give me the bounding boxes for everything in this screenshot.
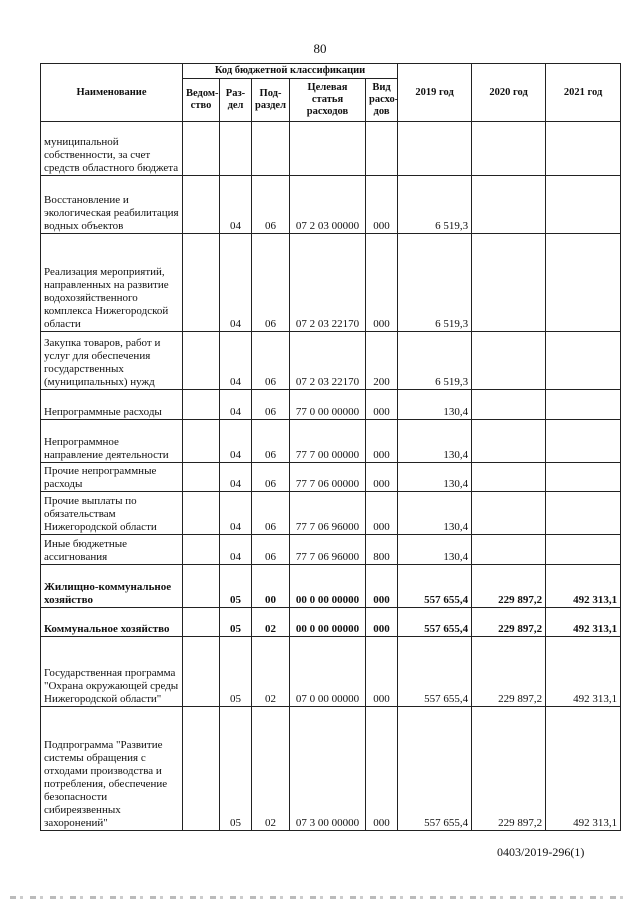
col-podrazdel-header: Под- раздел: [252, 79, 290, 122]
document-code: 0403/2019-296(1): [497, 845, 585, 859]
cell-y2021: 492 313,1: [546, 707, 621, 831]
cell-pr: 00: [252, 565, 290, 608]
cell-name: Непрограммные расходы: [41, 390, 183, 420]
cell-pr: [252, 122, 290, 176]
cell-rz: 04: [220, 176, 252, 234]
cell-rz: 04: [220, 492, 252, 535]
cell-y2020: [472, 176, 546, 234]
cell-y2020: 229 897,2: [472, 637, 546, 707]
cell-vr: 000: [366, 707, 398, 831]
cell-y2020: 229 897,2: [472, 565, 546, 608]
cell-ved: [183, 492, 220, 535]
cell-y2019: 130,4: [398, 420, 472, 463]
cell-cs: 07 2 03 22170: [290, 234, 366, 332]
cell-ved: [183, 234, 220, 332]
cell-ved: [183, 390, 220, 420]
cell-cs: 07 0 00 00000: [290, 637, 366, 707]
cell-pr: 06: [252, 492, 290, 535]
cell-ved: [183, 122, 220, 176]
cell-rz: [220, 122, 252, 176]
cell-vr: [366, 122, 398, 176]
table-row: [41, 707, 621, 831]
table-row: [41, 332, 621, 390]
cell-cs: 77 7 06 96000: [290, 535, 366, 565]
cell-ved: [183, 637, 220, 707]
cell-y2020: [472, 420, 546, 463]
cell-ved: [183, 608, 220, 637]
cell-cs: 07 2 03 22170: [290, 332, 366, 390]
col-2020-header: 2020 год: [472, 64, 546, 122]
cell-rz: 04: [220, 535, 252, 565]
budget-code-group-header: Код бюджетной классификации: [183, 64, 398, 79]
cell-name: Государственная программа "Охрана окружающей среды Нижегородской области": [41, 637, 183, 707]
cell-y2021: [546, 492, 621, 535]
cell-name: муниципальной собственности, за счет средств областного бюджета: [41, 122, 183, 176]
cell-pr: 02: [252, 608, 290, 637]
table-row: [41, 234, 621, 332]
cell-name: Восстановление и экологическая реабилитация водных объектов: [41, 176, 183, 234]
cell-y2021: [546, 420, 621, 463]
cell-cs: 77 7 06 00000: [290, 463, 366, 492]
table-row: [41, 608, 621, 637]
cell-vr: 000: [366, 463, 398, 492]
cell-y2021: [546, 234, 621, 332]
cell-y2019: 130,4: [398, 535, 472, 565]
cell-y2021: [546, 176, 621, 234]
cell-y2019: [398, 122, 472, 176]
cell-vr: 200: [366, 332, 398, 390]
col-name-header: Наименование: [41, 64, 183, 122]
cell-rz: 04: [220, 463, 252, 492]
cell-y2020: [472, 463, 546, 492]
table-row: [41, 390, 621, 420]
cell-y2020: [472, 122, 546, 176]
cell-ved: [183, 463, 220, 492]
cell-vr: 000: [366, 565, 398, 608]
scan-artifact: [10, 896, 630, 899]
cell-cs: 07 3 00 00000: [290, 707, 366, 831]
cell-name: Закупка товаров, работ и услуг для обеспечения государственных (муниципальных) нужд: [41, 332, 183, 390]
cell-y2021: 492 313,1: [546, 608, 621, 637]
cell-vr: 000: [366, 176, 398, 234]
cell-y2019: 130,4: [398, 492, 472, 535]
cell-ved: [183, 535, 220, 565]
cell-pr: 02: [252, 637, 290, 707]
cell-name: Прочие непрограммные расходы: [41, 463, 183, 492]
col-vid-header: Вид расхо- дов: [366, 79, 398, 122]
cell-name: Коммунальное хозяйство: [41, 608, 183, 637]
cell-y2020: [472, 492, 546, 535]
cell-y2019: 6 519,3: [398, 234, 472, 332]
cell-name: Подпрограмма "Развитие системы обращения с отходами производства и потребления, обеспечение безопасности сибиреязвенных захоронений": [41, 707, 183, 831]
cell-pr: 06: [252, 332, 290, 390]
col-2019-header: 2019 год: [398, 64, 472, 122]
cell-y2021: [546, 122, 621, 176]
cell-vr: 000: [366, 492, 398, 535]
cell-name: Реализация мероприятий, направленных на развитие водохозяйственного комплекса Нижегородской области: [41, 234, 183, 332]
cell-ved: [183, 332, 220, 390]
cell-cs: 77 7 00 00000: [290, 420, 366, 463]
cell-y2019: 130,4: [398, 463, 472, 492]
cell-name: Прочие выплаты по обязательствам Нижегородской области: [41, 492, 183, 535]
cell-cs: [290, 122, 366, 176]
cell-ved: [183, 565, 220, 608]
col-2021-header: 2021 год: [546, 64, 621, 122]
table-row: [41, 637, 621, 707]
cell-rz: 04: [220, 332, 252, 390]
cell-y2021: 492 313,1: [546, 637, 621, 707]
col-celevaya-header: Целевая статья расходов: [290, 79, 366, 122]
cell-name: Непрограммное направление деятельности: [41, 420, 183, 463]
table-row: [41, 122, 621, 176]
cell-vr: 000: [366, 234, 398, 332]
cell-pr: 06: [252, 420, 290, 463]
cell-y2021: [546, 463, 621, 492]
table-row: [41, 463, 621, 492]
cell-y2019: 557 655,4: [398, 608, 472, 637]
cell-y2019: 130,4: [398, 390, 472, 420]
cell-pr: 06: [252, 535, 290, 565]
cell-y2019: 557 655,4: [398, 707, 472, 831]
cell-rz: 04: [220, 420, 252, 463]
cell-rz: 05: [220, 637, 252, 707]
table-row: [41, 535, 621, 565]
cell-y2021: [546, 535, 621, 565]
cell-y2021: [546, 390, 621, 420]
cell-ved: [183, 420, 220, 463]
cell-vr: 000: [366, 637, 398, 707]
cell-y2020: [472, 390, 546, 420]
page-number: 80: [313, 41, 327, 56]
cell-y2019: 6 519,3: [398, 332, 472, 390]
cell-pr: 06: [252, 463, 290, 492]
cell-y2021: [546, 332, 621, 390]
cell-y2021: 492 313,1: [546, 565, 621, 608]
cell-pr: 02: [252, 707, 290, 831]
cell-name: Жилищно-коммунальное хозяйство: [41, 565, 183, 608]
table-row: [41, 565, 621, 608]
cell-y2020: [472, 234, 546, 332]
cell-ved: [183, 707, 220, 831]
cell-rz: 05: [220, 608, 252, 637]
table-row: [41, 420, 621, 463]
cell-y2020: 229 897,2: [472, 707, 546, 831]
col-razdel-header: Раз- дел: [220, 79, 252, 122]
cell-y2019: 6 519,3: [398, 176, 472, 234]
cell-y2020: [472, 332, 546, 390]
cell-cs: 00 0 00 00000: [290, 565, 366, 608]
cell-pr: 06: [252, 176, 290, 234]
cell-rz: 05: [220, 565, 252, 608]
col-ved-header: Ведом- ство: [183, 79, 220, 122]
cell-pr: 06: [252, 390, 290, 420]
table-row: [41, 176, 621, 234]
cell-rz: 05: [220, 707, 252, 831]
cell-y2020: 229 897,2: [472, 608, 546, 637]
cell-vr: 000: [366, 420, 398, 463]
budget-table: [40, 63, 621, 831]
cell-name: Иные бюджетные ассигнования: [41, 535, 183, 565]
cell-rz: 04: [220, 234, 252, 332]
cell-y2019: 557 655,4: [398, 565, 472, 608]
cell-pr: 06: [252, 234, 290, 332]
cell-y2019: 557 655,4: [398, 637, 472, 707]
cell-cs: 77 0 00 00000: [290, 390, 366, 420]
cell-rz: 04: [220, 390, 252, 420]
cell-cs: 00 0 00 00000: [290, 608, 366, 637]
cell-y2020: [472, 535, 546, 565]
cell-vr: 000: [366, 390, 398, 420]
table-row: [41, 492, 621, 535]
cell-vr: 800: [366, 535, 398, 565]
cell-cs: 77 7 06 96000: [290, 492, 366, 535]
cell-ved: [183, 176, 220, 234]
cell-vr: 000: [366, 608, 398, 637]
cell-cs: 07 2 03 00000: [290, 176, 366, 234]
